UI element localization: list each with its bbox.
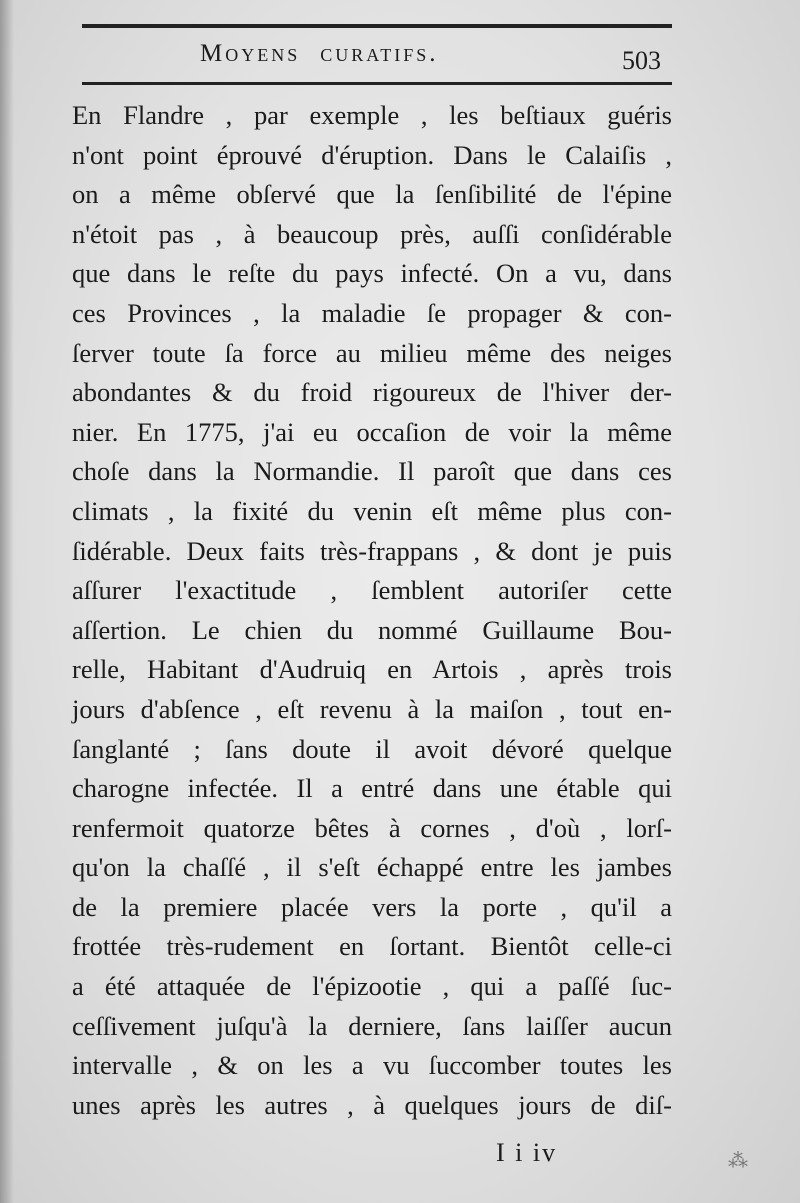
text-line: jours d'abſence , eſt revenu à la maiſon , tout en-: [72, 693, 672, 724]
text-line: En Flandre , par exemple , les beſtiaux guéris: [72, 100, 672, 130]
gutter-shadow: [0, 0, 14, 1203]
text-line: ces Provinces , la maladie ſe propager & con-: [72, 297, 672, 328]
running-head-word-2: curatifs.: [320, 40, 439, 67]
header-rule-bottom: [82, 82, 672, 85]
text-line: aſſurer l'exactitude , ſemblent autoriſer cette: [72, 575, 672, 606]
text-line: qu'on la chaſſé , il s'eſt échappé entre les jambes: [72, 852, 672, 883]
text-line: climats , la fixité du venin eſt même plus con-: [72, 495, 672, 526]
text-line: que dans le reſte du pays infecté. On a vu, dans: [72, 258, 672, 289]
text-line: relle, Habitant d'Audruiq en Artois , après trois: [72, 654, 672, 685]
text-line: abondantes & du froid rigoureux de l'hiver der-: [72, 377, 672, 408]
text-line: renfermoit quatorze bêtes à cornes , d'où , lorſ-: [72, 812, 672, 843]
text-line: aſſertion. Le chien du nommé Guillaume Bou-: [72, 614, 672, 645]
ink-smudge-icon: ⁂: [728, 1148, 748, 1172]
text-line: de la premiere placée vers la porte , qu'il a: [72, 891, 672, 922]
text-line: on a même obſervé que la ſenſibilité de l'épine: [72, 179, 672, 210]
text-line: choſe dans la Normandie. Il paroît que dans ces: [72, 456, 672, 487]
signature-mark: I i iv: [496, 1138, 558, 1167]
text-line: unes après les autres , à quelques jours de diſ-: [72, 1089, 672, 1120]
body-text: [72, 96, 672, 1125]
text-line: frottée très-rudement en ſortant. Bientôt celle-ci: [72, 931, 672, 962]
text-line: ſerver toute ſa force au milieu même des neiges: [72, 337, 672, 368]
text-line: a été attaquée de l'épizootie , qui a paſſé ſuc-: [72, 971, 672, 1002]
text-line: n'ont point éprouvé d'éruption. Dans le Calaiſis ,: [72, 139, 672, 170]
text-line: ceſſivement juſqu'à la derniere, ſans laiſſer aucun: [72, 1010, 672, 1041]
text-line: ſidérable. Deux faits très-frappans , & dont je puis: [72, 535, 672, 566]
header-rule-top: [82, 24, 672, 28]
running-head-word-1: Moyens: [200, 40, 301, 67]
text-line: ſanglanté ; ſans doute il avoit dévoré quelque: [72, 733, 672, 764]
text-line: nier. En 1775, j'ai eu occaſion de voir la même: [72, 416, 672, 447]
text-line: n'étoit pas , à beaucoup près, auſſi conſidérable: [72, 218, 672, 249]
running-head: [200, 40, 439, 76]
page-number: 503: [622, 46, 661, 75]
text-line: charogne infectée. Il a entré dans une étable qui: [72, 773, 672, 804]
text-line: intervalle , & on les a vu ſuccomber toutes les: [72, 1050, 672, 1081]
